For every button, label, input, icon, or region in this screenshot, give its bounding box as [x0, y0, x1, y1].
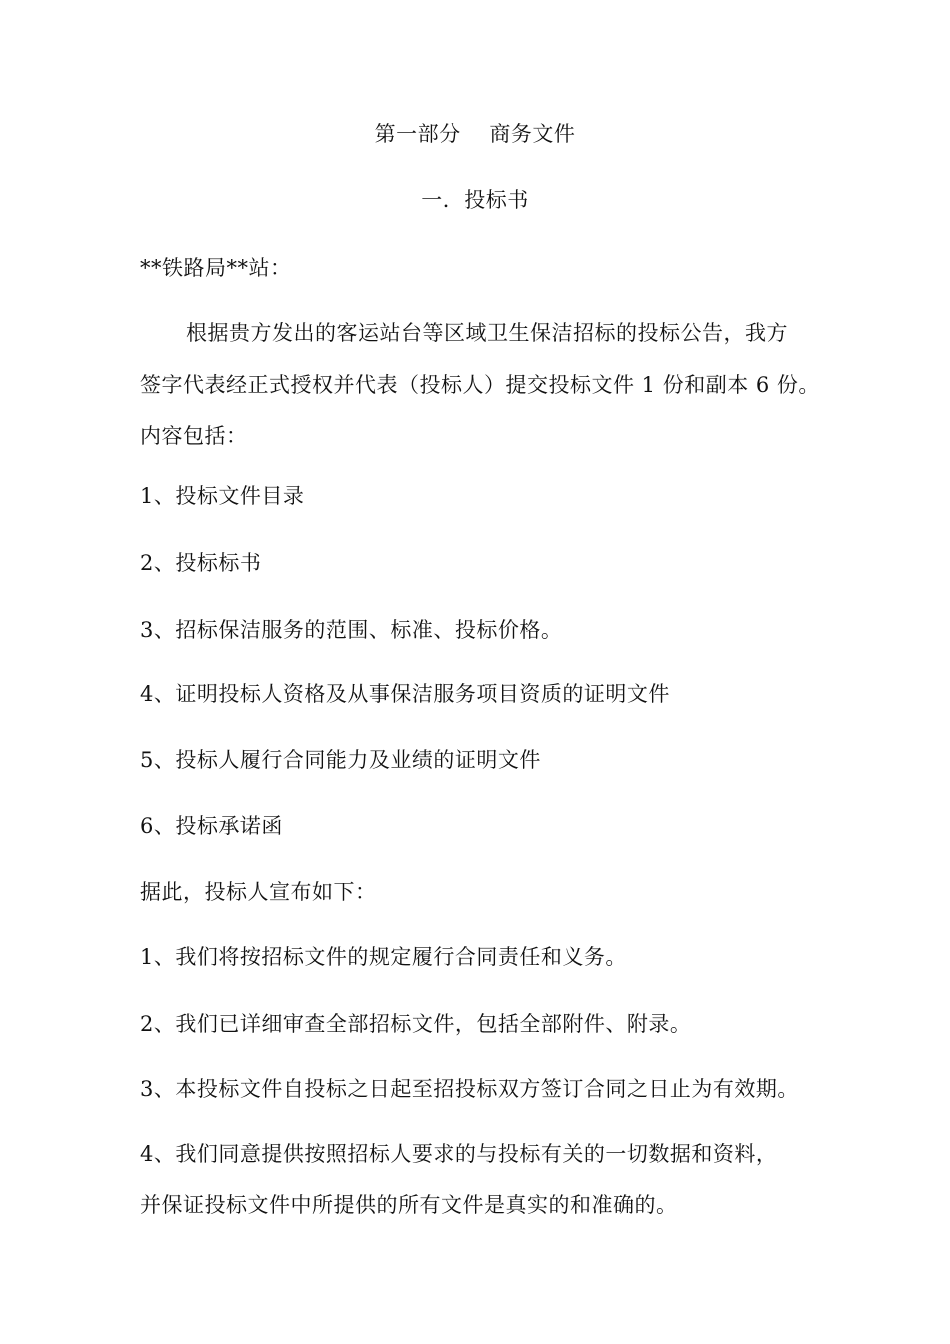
contents-item: 3、招标保洁服务的范围、标准、投标价格。 — [140, 618, 563, 642]
declaration-item: 1、我们将按招标文件的规定履行合同责任和义务。 — [140, 945, 627, 969]
contents-item: 6、投标承诺函 — [140, 814, 283, 838]
declaration-item-continuation: 并保证投标文件中所提供的所有文件是真实的和准确的。 — [140, 1193, 678, 1217]
contents-item: 5、投标人履行合同能力及业绩的证明文件 — [140, 748, 541, 772]
declaration-item: 4、我们同意提供按照招标人要求的与投标有关的一切数据和资料， — [140, 1142, 778, 1166]
intro-line-1: 根据贵方发出的客运站台等区域卫生保洁招标的投标公告，我方 — [186, 321, 788, 345]
section-title: 一．投标书 — [421, 188, 529, 212]
intro-line-2: 签字代表经正式授权并代表（投标人）提交投标文件 1 份和副本 6 份。 — [140, 373, 820, 397]
declaration-intro: 据此，投标人宣布如下： — [140, 880, 377, 904]
contents-item: 2、投标标书 — [140, 551, 262, 575]
declaration-item: 3、本投标文件自投标之日起至招投标双方签订合同之日止为有效期。 — [140, 1077, 799, 1101]
contents-item: 1、投标文件目录 — [140, 484, 305, 508]
contents-item: 4、证明投标人资格及从事保洁服务项目资质的证明文件 — [140, 682, 670, 706]
intro-line-3: 内容包括： — [140, 424, 248, 448]
declaration-item: 2、我们已详细审查全部招标文件，包括全部附件、附录。 — [140, 1012, 692, 1036]
salutation: **铁路局**站： — [140, 256, 292, 280]
part-title: 第一部分 商务文件 — [374, 122, 576, 146]
